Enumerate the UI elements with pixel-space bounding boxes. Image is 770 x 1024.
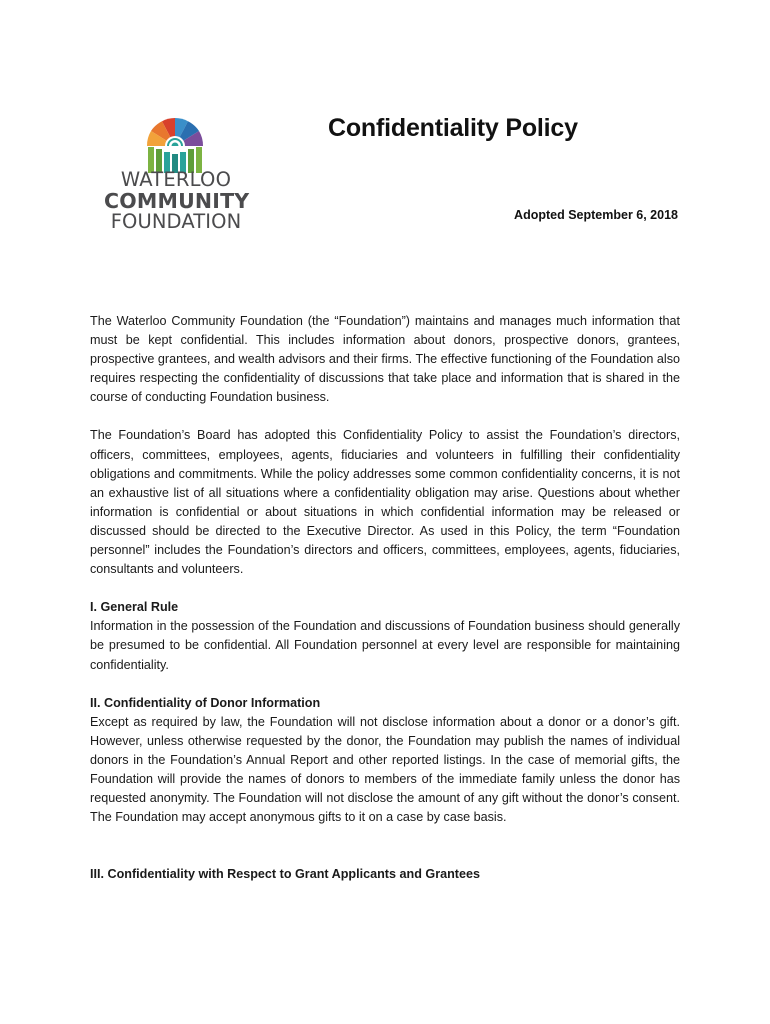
rainbow-arch-icon xyxy=(144,116,206,176)
section-text-general-rule: Information in the possession of the Foundation and discussions of Foundation business should generally be presumed to be confidential. All Foundation personnel at every level are responsible for maintaining confidentiality. xyxy=(90,619,680,672)
logo-wordmark xyxy=(104,170,248,232)
intro-paragraph-1: The Waterloo Community Foundation (the “Foundation”) maintains and manages much information that must be kept confidential. This includes information about donors, prospective donors, grantees, prospective grantees, and wealth advisors and their firms. The effective functioning of the Foundation also requires respecting the confidentiality of discussions that take place and information that is shared in the course of conducting Foundation business. xyxy=(90,314,680,405)
adoption-date: Adopted September 6, 2018 xyxy=(514,208,678,222)
intro-paragraph-2: The Foundation’s Board has adopted this Confidentiality Policy to assist the Foundation’s directors, officers, committees, employees, agents, fiduciaries and volunteers in fulfilling their confidentiality obligations and commitments. While the policy addresses some common confidentiality concerns, it is not an exhaustive list of all situations where a confidentiality obligation may arise. Questions about whether information is confidential or about situations in which confidential information may be released or discussed should be directed to the Executive Director. As used in this Policy, the term “Foundation personnel” includes the Foundation’s directors and officers, committees, employees, agents, fiduciaries, consultants and volunteers. xyxy=(90,428,680,577)
logo-line-foundation: FOUNDATION xyxy=(110,210,242,233)
section-text-donor-information: Except as required by law, the Foundation will not disclose information about a donor or a donor’s gift. However, unless otherwise requested by the donor, the Foundation may publish the names of individual donors in the Foundation’s Annual Report and other reported listings. In the case of memorial gifts, the Foundation will provide the names of donors to members of the immediate family unless the donor has requested anonymity. The Foundation will not disclose the amount of any gift without the donor’s consent. The Foundation may accept anonymous gifts to it on a case by case basis. xyxy=(90,714,680,825)
logo-line-community: COMMUNITY xyxy=(104,188,250,213)
foundation-logo xyxy=(104,112,248,232)
document-body xyxy=(90,312,680,884)
logo-line-waterloo: WATERLOO xyxy=(120,168,232,191)
section-heading-general-rule: I. General Rule xyxy=(90,600,179,615)
section-heading-grant-applicants: III. Confidentiality with Respect to Grant Applicants and Grantees xyxy=(90,867,480,882)
document-title: Confidentiality Policy xyxy=(328,114,578,142)
section-heading-donor-information: II. Confidentiality of Donor Information xyxy=(90,695,321,710)
